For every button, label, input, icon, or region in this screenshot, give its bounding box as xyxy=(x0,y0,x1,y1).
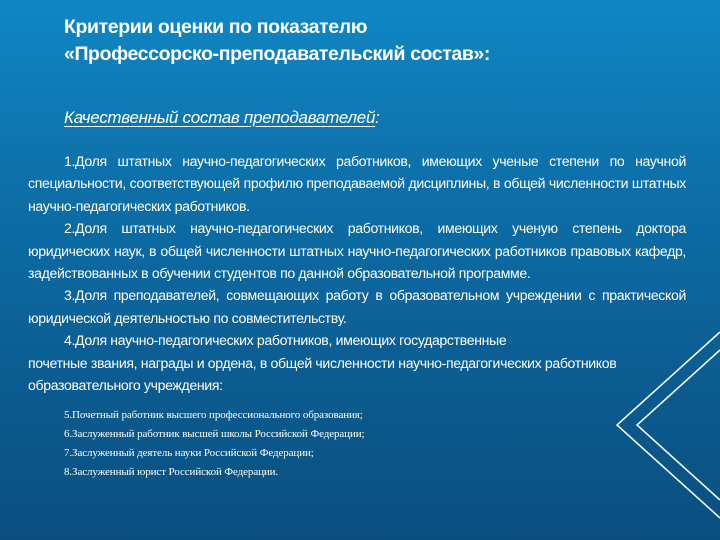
section-subtitle xyxy=(64,108,380,128)
criterion-4-line-1: 4.Доля научно-педагогических работников, имеющих государственные xyxy=(64,332,507,349)
criteria-body xyxy=(28,150,686,396)
title-line-2: «Профессорско-преподавательский состав»: xyxy=(64,43,490,65)
criterion-2: 2.Доля штатных научно-педагогических работников, имеющих ученую степень доктора юридических наук, в общей численности штатных научно-педагогических работников правовых кафедр, задействованных в обучении студентов по данной образовательной программе. xyxy=(28,220,686,282)
subtitle-text: Качественный состав преподавателей xyxy=(64,108,376,127)
subitem-6: 6.Заслуженный работник высшей школы Российской Федерации; xyxy=(64,428,365,440)
subitem-8: 8.Заслуженный юрист Российской Федерации. xyxy=(64,466,279,478)
subitem-5: 5.Почетный работник высшего профессионального образования; xyxy=(64,409,363,421)
subtitle-colon: : xyxy=(375,108,380,127)
criterion-1: 1.Доля штатных научно-педагогических работников, имеющих ученые степени по научной специальности, соответствующей профилю преподаваемой дисциплины, в общей численности штатных научно-педагогических работников. xyxy=(28,153,686,214)
slide-title xyxy=(64,14,664,68)
criterion-4-rest: почетные звания, награды и ордена, в общей численности научно-педагогических работников образовательного учреждения: xyxy=(28,354,617,394)
criterion-3: 3.Доля преподавателей, совмещающих работу в образовательном учреждении с практической юридической деятельностью по совместительству. xyxy=(28,287,686,326)
subitems-list xyxy=(64,406,364,482)
subitem-7: 7.Заслуженный деятель науки Российской Федерации; xyxy=(64,447,314,459)
title-line-1: Критерии оценки по показателю xyxy=(64,16,367,38)
